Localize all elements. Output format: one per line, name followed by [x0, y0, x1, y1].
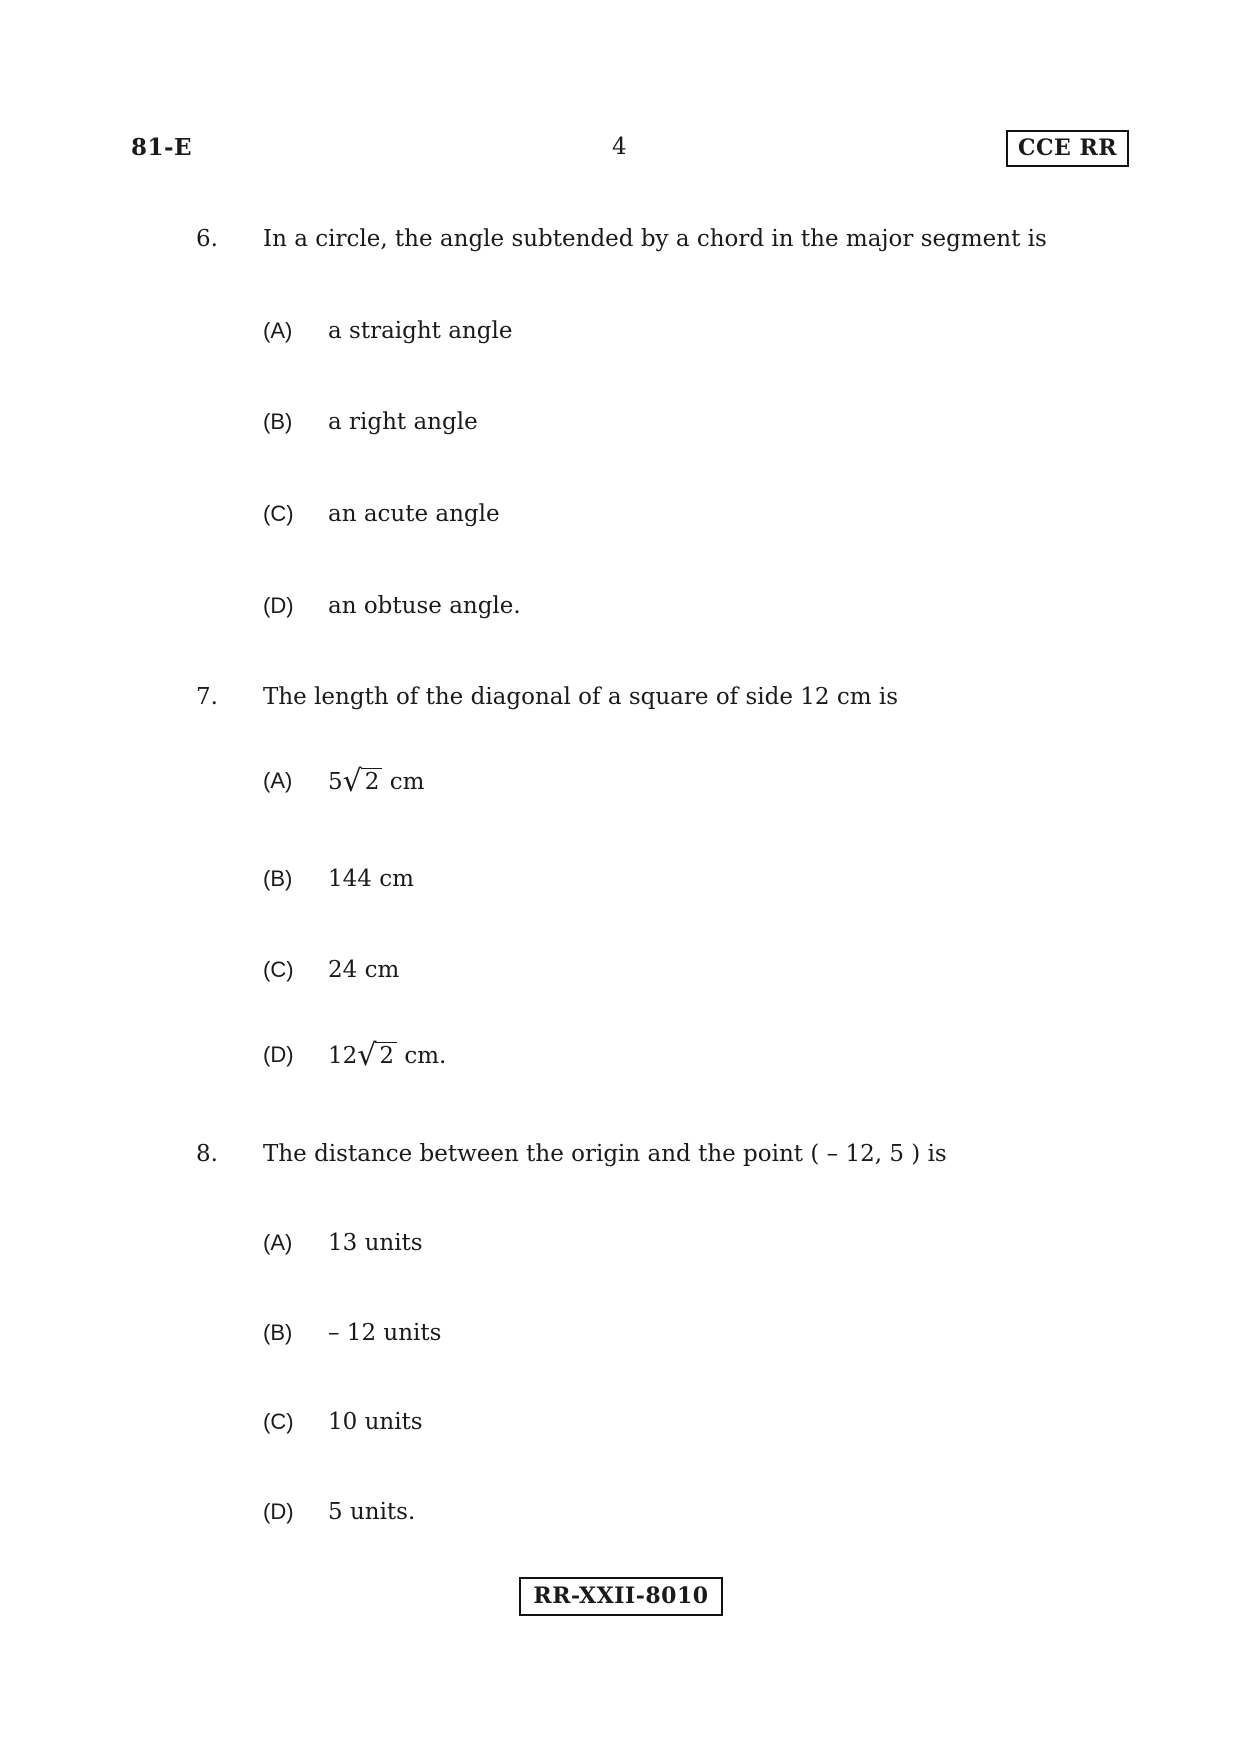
option-label: (A): [263, 1230, 293, 1255]
square-root: √ 2: [357, 1036, 397, 1071]
option-text: 10 units: [328, 1409, 423, 1435]
question-text: The length of the diagonal of a square of side 12 cm is: [263, 684, 899, 710]
option-label: (D): [263, 593, 294, 618]
option-text: a straight angle: [328, 318, 513, 344]
question-text: The distance between the origin and the point ( – 12, 5 ) is: [263, 1141, 947, 1167]
option-label: (B): [263, 409, 293, 434]
option-label: (D): [263, 1499, 294, 1524]
option-text: 24 cm: [328, 957, 400, 983]
question-number: 6.: [196, 226, 218, 252]
question-number: 8.: [196, 1141, 218, 1167]
paper-code: 81-E: [131, 134, 193, 161]
option-label: (D): [263, 1042, 294, 1067]
coefficient: 5: [328, 769, 343, 795]
option-label: (A): [263, 318, 293, 343]
unit: cm: [389, 769, 425, 795]
question-number: 7.: [196, 684, 218, 710]
option-math: [328, 1036, 446, 1071]
option-label: (A): [263, 768, 293, 793]
option-label: (C): [263, 501, 294, 526]
option-label: (B): [263, 866, 293, 891]
radicand: 2: [375, 1042, 397, 1069]
option-math: [328, 762, 424, 797]
footer-code: RR-XXII-8010: [519, 1577, 723, 1616]
option-text: 13 units: [328, 1230, 423, 1256]
option-label: (B): [263, 1320, 293, 1345]
option-text: – 12 units: [328, 1320, 442, 1346]
cce-rr-badge: CCE RR: [1006, 130, 1129, 167]
radicand: 2: [361, 768, 383, 795]
coefficient: 12: [328, 1043, 358, 1069]
unit: cm.: [404, 1043, 447, 1069]
page-number: 4: [612, 134, 627, 160]
option-text: an obtuse angle.: [328, 593, 521, 619]
option-text: a right angle: [328, 409, 478, 435]
square-root: √ 2: [343, 762, 383, 797]
option-text: 144 cm: [328, 866, 414, 892]
option-label: (C): [263, 957, 294, 982]
question-text: In a circle, the angle subtended by a chord in the major segment is: [263, 226, 1047, 252]
option-label: (C): [263, 1409, 294, 1434]
option-text: an acute angle: [328, 501, 500, 527]
option-text: 5 units.: [328, 1499, 416, 1525]
